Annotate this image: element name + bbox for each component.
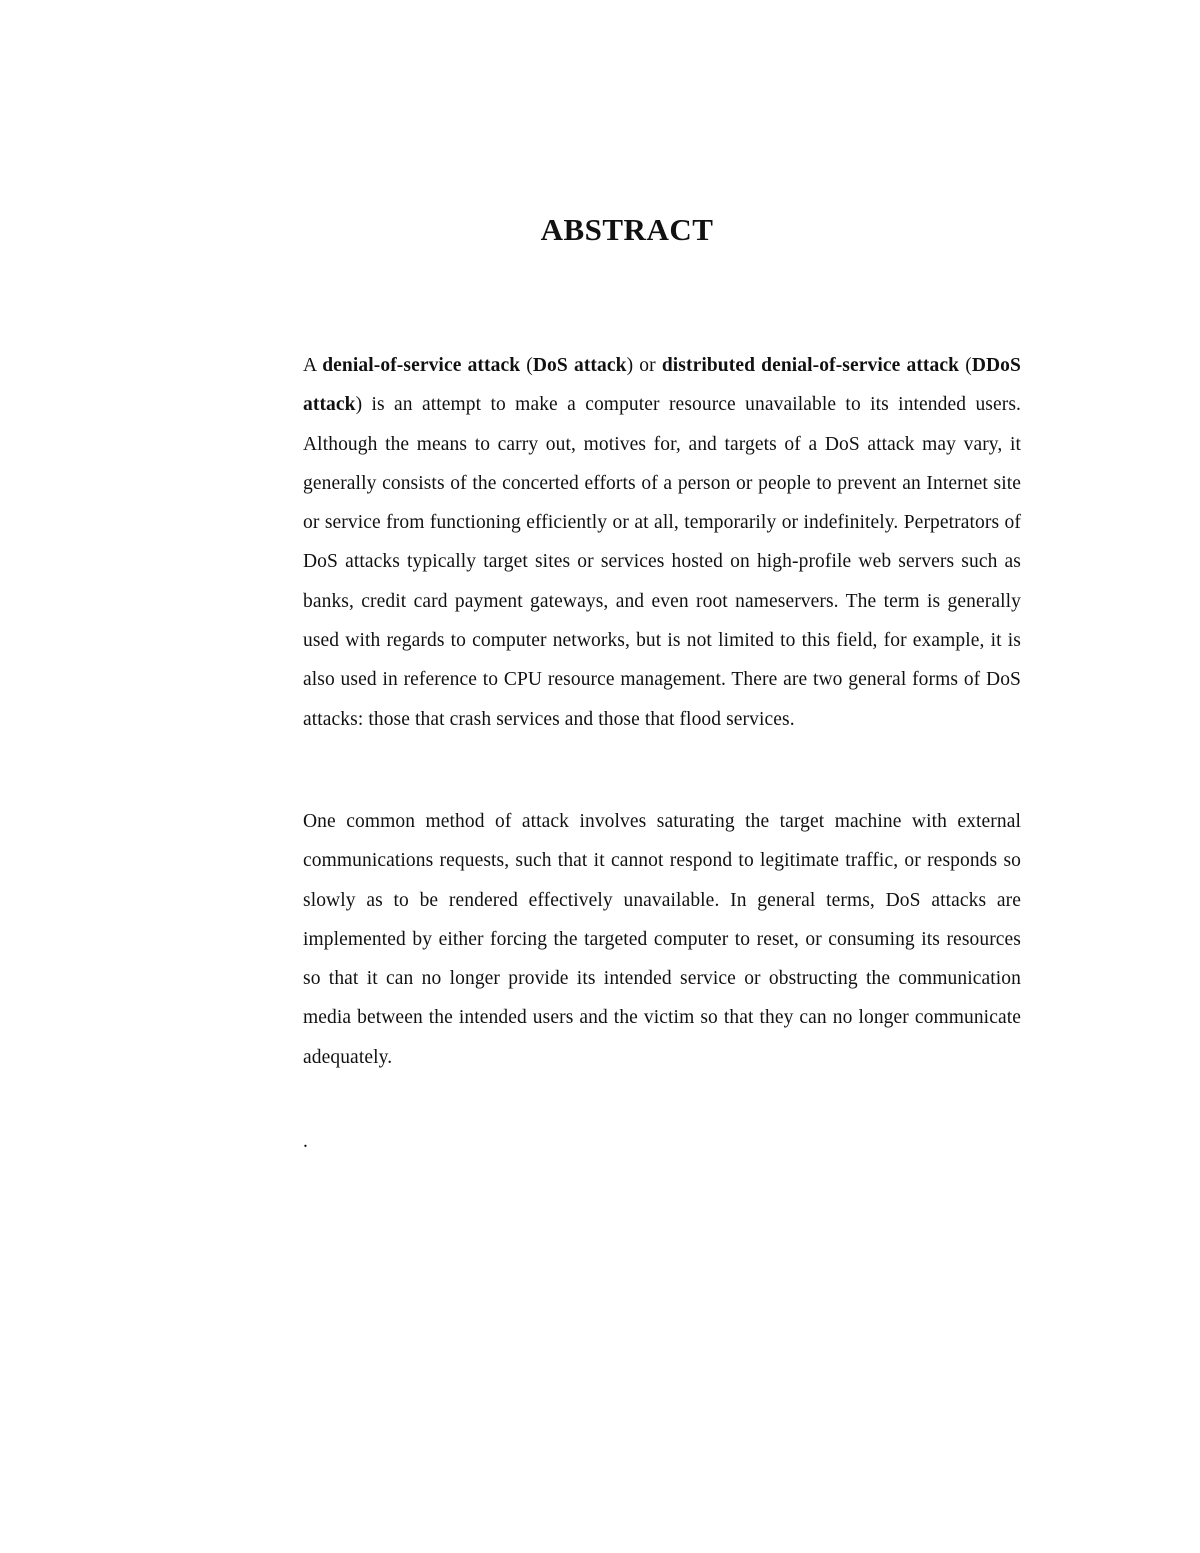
term-ddos-attack: distributed denial-of-service attack (661, 355, 960, 376)
trailing-period: . (303, 1131, 308, 1152)
term-dos-abbrev: DoS attack (532, 355, 627, 376)
page-title: ABSTRACT (540, 212, 714, 247)
paragraph-text: A (303, 355, 323, 376)
paragraph-text: ) is an attempt to make a computer resource unavailable to its intended users. Although the means to carry out, motives for, and targets of a DoS attack may vary, it generally consists of the concerted efforts of a person or people to prevent an Internet site or service from functioning efficiently or at all, temporarily or indefinitely. Perpetrators of DoS attacks typically target sites or services hosted on high-profile web servers such as banks, credit card payment gateways, and even root nameservers. The term is generally used with regards to computer networks, but is not limited to this field, for example, it is also used in reference to CPU resource management. There are two general forms of DoS attacks: those that crash services and those that flood services. (303, 394, 1021, 730)
abstract-paragraph-2: One common method of attack involves saturating the target machine with external communications requests, such that it cannot respond to legitimate traffic, or responds so slowly as to be rendered effectively unavailable. In general terms, DoS attacks are implemented by either forcing the targeted computer to reset, or consuming its resources so that it can no longer provide its intended service or obstructing the communication media between the intended users and the victim so that they can no longer communicate adequately. (303, 811, 1021, 1068)
term-ddos-abbrev: DDoS attack (303, 355, 1021, 416)
term-dos-attack: denial-of-service attack (322, 355, 521, 376)
paragraph-text: ( (959, 355, 972, 376)
paragraph-text: ) or (626, 355, 662, 376)
abstract-paragraph-1 (303, 346, 1021, 739)
paragraph-text: ( (520, 355, 533, 376)
